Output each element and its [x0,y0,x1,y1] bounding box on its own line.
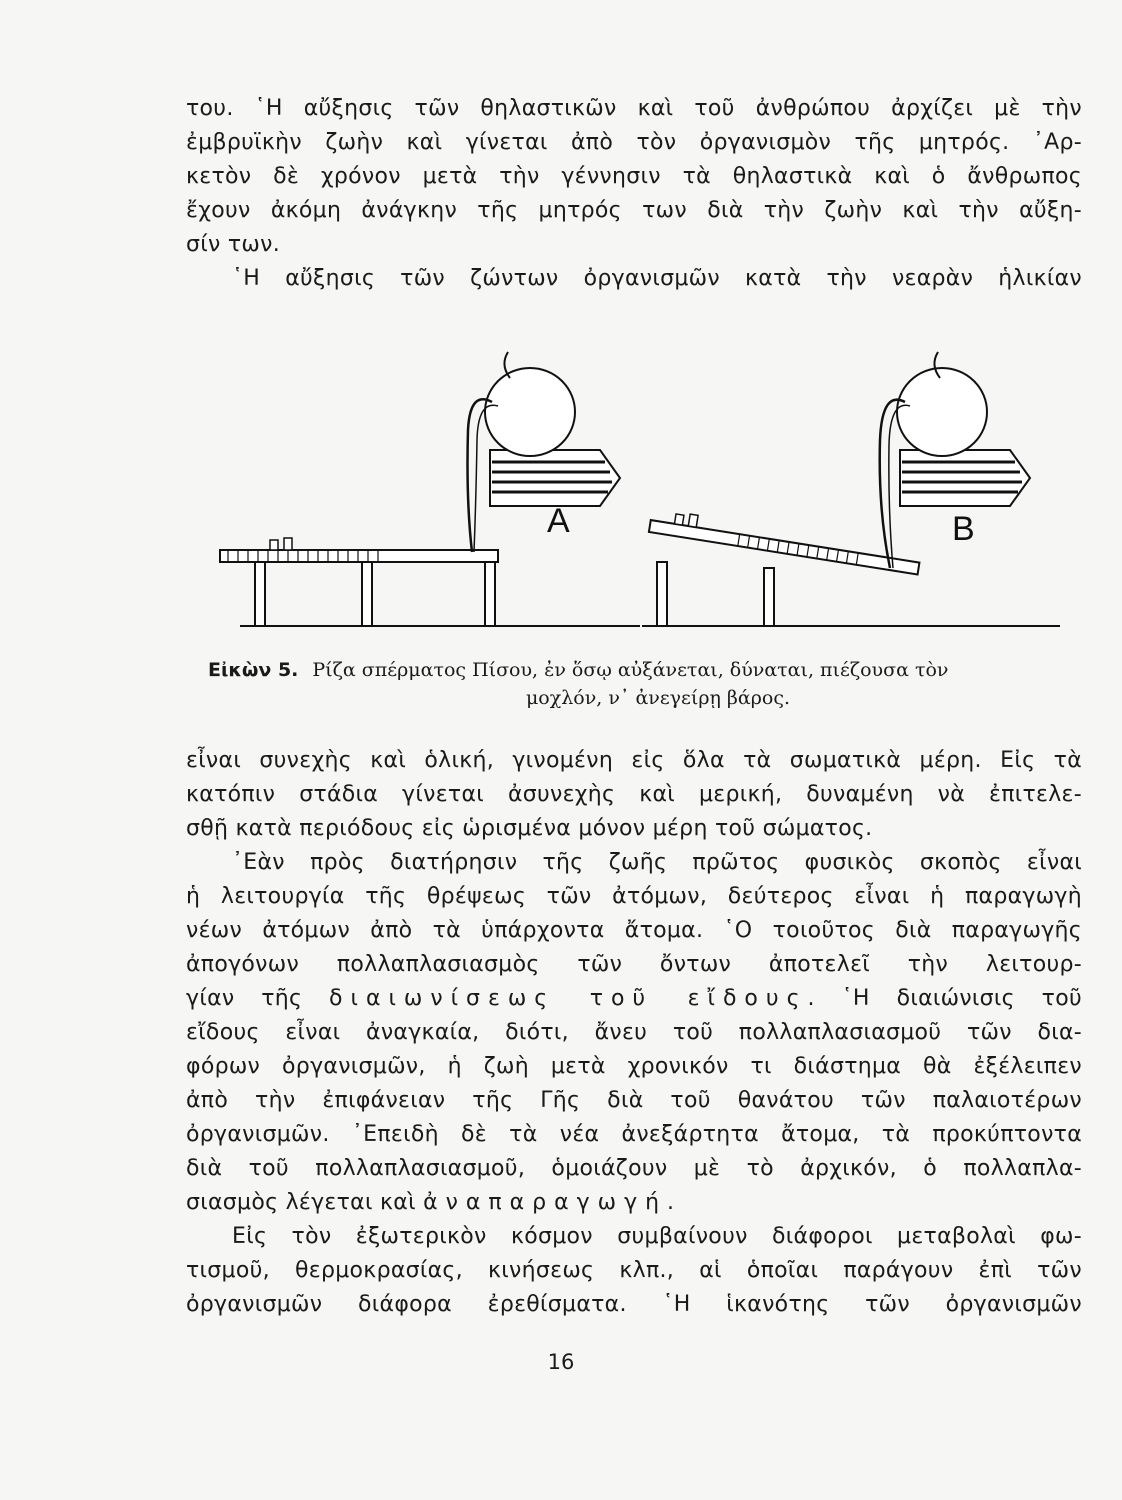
weight-icon [688,514,698,527]
bottom-paragraph [186,744,1082,1322]
text-line: διὰ τοῦ πολλαπλασιασμοῦ, ὁμοιάζουν μὲ τὸ ἀρχικόν, ὁ πολλαπλα- [186,1156,1082,1181]
panel-b [642,352,1060,626]
lever-a [220,550,498,562]
figure-pisum-root-lever [200,330,1080,650]
text-segment: . ῾Η διαιώνισις τοῦ [807,986,1082,1011]
text-line: κατόπιν στάδια γίνεται ἀσυνεχὴς καὶ μερική, δυναμένη νὰ ἐπιτελε- [186,782,1082,807]
text-line: σίν των. [186,232,281,257]
figure-caption [208,656,1068,712]
lever-b [649,520,920,574]
pea-seed-a [485,368,575,456]
spaced-emphasis: διαιωνίσεως τοῦ εἴδους [329,986,808,1011]
pea-seed-b [897,368,987,456]
text-line: ἔχουν ἀκόμη ἀνάγκην τῆς μητρός των διὰ τὴν ζωὴν καὶ τὴν αὔξη- [186,198,1082,223]
caption-text-line2: μοχλόν, ν᾿ ἀνεγείρῃ βάρος. [525,687,791,709]
spaced-emphasis: ἀναπαραγωγή [423,1190,668,1215]
text-line: ὀργανισμῶν. ᾿Επειδὴ δὲ τὰ νέα ἀνεξάρτητα ἄτομα, τὰ προκύπτοντα [186,1122,1082,1147]
text-line: ᾿Εὰν πρὸς διατήρησιν τῆς ζωῆς πρῶτος φυσικὸς σκοπὸς εἶναι [232,850,1082,875]
support-block-b [900,450,1030,506]
text-segment: . [667,1190,675,1215]
text-segment: γίαν τῆς [186,986,303,1011]
fulcrum-a [362,562,372,626]
top-paragraph [186,92,1082,296]
text-line: ἀπὸ τὴν ἐπιφάνειαν τῆς Γῆς διὰ τοῦ θανάτου τῶν παλαιοτέρων [186,1088,1082,1113]
caption-text-line1: Ρίζα σπέρματος Πίσου, ἐν ὅσῳ αὐξάνεται, δύναται, πιέζουσα τὸν [312,659,949,681]
figure-illustration [200,330,1080,650]
text-line [186,1186,1082,1220]
text-line: σθῇ κατὰ περιόδους εἰς ὡρισμένα μόνον μέρη τοῦ σώματος. [186,816,873,841]
left-support-a [255,562,265,626]
page-number: 16 [547,1350,575,1374]
text-line: ὀργανισμῶν διάφορα ἐρεθίσματα. ῾Η ἱκανότης τῶν ὀργανισμῶν [186,1292,1082,1317]
figure-label-a: A [547,502,570,540]
text-line: ἀπογόνων πολλαπλασιασμὸς τῶν ὄντων ἀποτελεῖ τὴν λειτουρ- [186,952,1082,977]
text-line: εἴδους εἶναι ἀναγκαία, διότι, ἄνευ τοῦ πολλαπλασιασμοῦ τῶν δια- [186,1020,1082,1045]
caption-label: Εἰκὼν 5. [208,659,299,681]
text-line: ῾Η αὔξησις τῶν ζώντων ὀργανισμῶν κατὰ τὴν νεαρὰν ἡλικίαν [232,266,1082,291]
text-line: ἡ λειτουργία τῆς θρέψεως τῶν ἀτόμων, δεύτερος εἶναι ἡ παραγωγὴ [186,884,1082,909]
text-segment: σιασμὸς λέγεται καὶ [186,1190,416,1215]
weight-icon [284,538,292,550]
left-support-b [657,562,667,626]
text-line: εἶναι συνεχὴς καὶ ὁλική, γινομένη εἰς ὅλα τὰ σωματικὰ μέρη. Εἰς τὰ [186,748,1082,773]
weight-icon [270,540,278,550]
fulcrum-b [764,568,774,626]
text-line: Εἰς τὸν ἐξωτερικὸν κόσμον συμβαίνουν διάφοροι μεταβολαὶ φω- [232,1224,1082,1249]
weight-icon [674,514,683,525]
panel-a [220,352,640,626]
text-line: του. ῾Η αὔξησις τῶν θηλαστικῶν καὶ τοῦ ἀνθρώπου ἀρχίζει μὲ τὴν [186,96,1082,121]
right-support-a [485,562,495,626]
text-line: ἐμβρυϊκὴν ζωὴν καὶ γίνεται ἀπὸ τὸν ὀργανισμὸν τῆς μητρός. ᾿Αρ- [186,130,1082,155]
figure-label-b: B [952,510,975,548]
text-line: κετὸν δὲ χρόνον μετὰ τὴν γέννησιν τὰ θηλαστικὰ καὶ ὁ ἄνθρωπος [186,164,1082,189]
text-line [186,982,1082,1016]
text-line: νέων ἀτόμων ἀπὸ τὰ ὑπάρχοντα ἄτομα. ῾Ο τοιοῦτος διὰ παραγωγῆς [186,918,1082,943]
support-block-a [490,450,620,506]
text-line: τισμοῦ, θερμοκρασίας, κινήσεως κλπ., αἱ ὁποῖαι παράγουν ἐπὶ τῶν [186,1258,1082,1283]
text-line: φόρων ὀργανισμῶν, ἡ ζωὴ μετὰ χρονικόν τι διάστημα θὰ ἐξέλειπεν [186,1054,1082,1079]
